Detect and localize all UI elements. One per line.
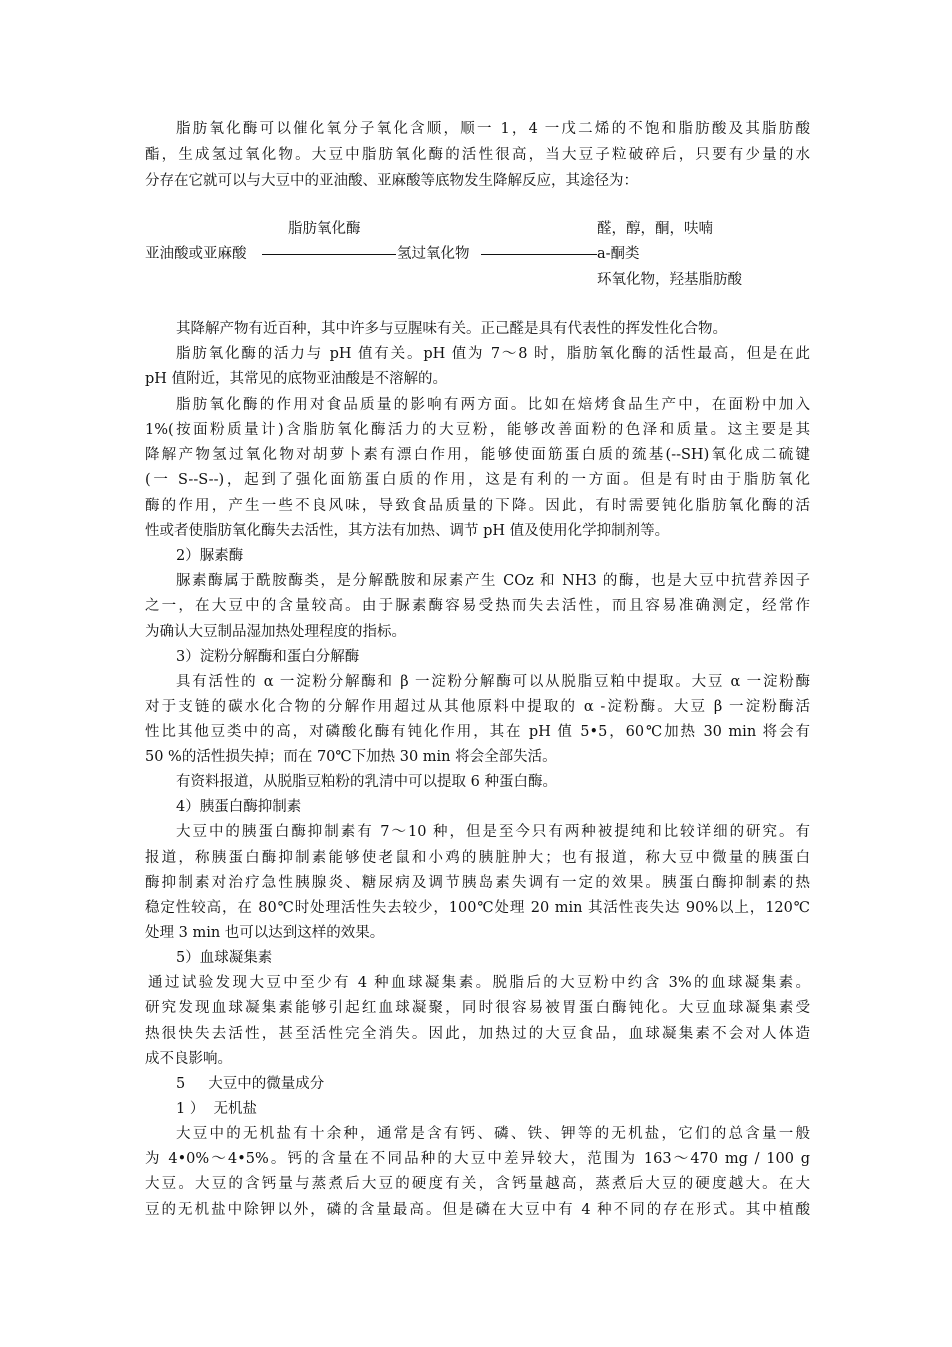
reaction-substrate: 亚油酸或亚麻酸 xyxy=(145,246,247,262)
paragraph-line: 处理 3 min 也可以达到这样的效果。 xyxy=(145,925,385,941)
reaction-intermediate: 氢过氧化物 xyxy=(397,246,470,262)
paragraph-line: 脂肪氧化酶的活力与 pH 值有关。pH 值为 7～8 时，脂肪氧化酶的活性最高，但是在此 xyxy=(176,346,810,362)
reaction-product-1: 醛，醇，酮，呋喃 xyxy=(597,221,713,237)
paragraph-line: 通过试验发现大豆中至少有 4 种血球凝集素。脱脂后的大豆粉中约含 3%的血球凝集素。 xyxy=(148,975,810,991)
paragraph-line: 酶的作用，产生一些不良风味，导致食品质量的下降。因此，有时需要钝化脂肪氧化酶的活 xyxy=(145,498,810,514)
paragraph-line: 酯，生成氢过氧化物。大豆中脂肪氧化酶的活性很高，当大豆子粒破碎后，只要有少量的水 xyxy=(145,147,810,163)
paragraph-line: 分存在它就可以与大豆中的亚油酸、亚麻酸等底物发生降解反应，其途径为： xyxy=(145,173,638,189)
reaction-product-3: 环氧化物，羟基脂肪酸 xyxy=(597,272,742,288)
subsection-heading: 1 ） 无机盐 xyxy=(176,1101,258,1117)
paragraph-line: 热很快失去活性，甚至活性完全消失。因此，加热过的大豆食品，血球凝集素不会对人体造 xyxy=(145,1026,810,1042)
paragraph-line: 脂肪氧化酶可以催化氧分子氧化含顺，顺一 1，4 一戊二烯的不饱和脂肪酸及其脂肪酸 xyxy=(176,121,810,137)
reaction-arrow-2 xyxy=(481,254,597,255)
paragraph-line: 成不良影响。 xyxy=(145,1051,232,1067)
paragraph-line: 报道，称胰蛋白酶抑制素能够使老鼠和小鸡的胰脏肿大；也有报道，称大豆中微量的胰蛋白 xyxy=(145,850,810,866)
paragraph-line: 大豆中的胰蛋白酶抑制素有 7～10 种，但是至今只有两种被提纯和比较详细的研究。有 xyxy=(176,824,810,840)
reaction-arrow-1 xyxy=(262,254,396,255)
paragraph-line: 研究发现血球凝集素能够引起红血球凝聚，同时很容易被胃蛋白酶钝化。大豆血球凝集素受 xyxy=(145,1000,810,1016)
paragraph-line: 性或者使脂肪氧化酶失去活性，其方法有加热、调节 pH 值及使用化学抑制剂等。 xyxy=(145,523,670,539)
paragraph-line: 对于支链的碳水化合物的分解作用超过从其他原料中提取的 α -淀粉酶。大豆 β 一淀粉酶活 xyxy=(145,699,810,715)
chapter-heading: 5 大豆中的微量成分 xyxy=(176,1076,325,1092)
paragraph-line: 稳定性较高，在 80℃时处理活性失去较少，100℃处理 20 min 其活性丧失达 90%以上，120℃ xyxy=(145,900,810,916)
paragraph-line: 豆的无机盐中除钾以外，磷的含量最高。但是磷在大豆中有 4 种不同的存在形式。其中植酸 xyxy=(145,1202,810,1218)
section-heading: 3）淀粉分解酶和蛋白分解酶 xyxy=(176,649,360,665)
paragraph-line: 有资料报道，从脱脂豆粕粉的乳清中可以提取 6 种蛋白酶。 xyxy=(176,774,557,790)
paragraph-line: 为 4•0%～4•5%。钙的含量在不同品种的大豆中差异较大，范围为 163～470 mg / 100 g xyxy=(145,1151,810,1167)
paragraph-line: pH 值附近，其常见的底物亚油酸是不溶解的。 xyxy=(145,371,448,387)
paragraph-line: 之一，在大豆中的含量较高。由于脲素酶容易受热而失去活性，而且容易准确测定，经常作 xyxy=(145,598,810,614)
paragraph-line: (一 S--S--)，起到了强化面筋蛋白质的作用，这是有利的一方面。但是有时由于脂肪氧化 xyxy=(145,472,810,488)
section-heading: 4）胰蛋白酶抑制素 xyxy=(176,799,302,815)
paragraph-line: 大豆中的无机盐有十余种，通常是含有钙、磷、铁、钾等的无机盐，它们的总含量一般 xyxy=(176,1126,810,1142)
paragraph-line: 酶抑制素对治疗急性胰腺炎、糖尿病及调节胰岛素失调有一定的效果。胰蛋白酶抑制素的热 xyxy=(145,875,810,891)
paragraph-line: 1%(按面粉质量计)含脂肪氧化酶活力的大豆粉，能够改善面粉的色泽和质量。这主要是其 xyxy=(145,422,810,438)
section-heading: 2）脲素酶 xyxy=(176,548,244,564)
paragraph-line: 脲素酶属于酰胺酶类，是分解酰胺和尿素产生 COz 和 NH3 的酶，也是大豆中抗营养因子 xyxy=(176,573,810,589)
section-heading: 5）血球凝集素 xyxy=(176,950,273,966)
paragraph-line: 降解产物氢过氧化物对胡萝卜素有漂白作用，能够使面筋蛋白质的巯基(--SH)氧化成二硫键 xyxy=(145,447,810,463)
paragraph-line: 为确认大豆制品湿加热处理程度的指标。 xyxy=(145,624,406,640)
paragraph-line: 其降解产物有近百种，其中许多与豆腥味有关。正己醛是具有代表性的挥发性化合物。 xyxy=(176,321,727,337)
paragraph-line: 脂肪氧化酶的作用对食品质量的影响有两方面。比如在焙烤食品生产中，在面粉中加入 xyxy=(176,397,810,413)
reaction-enzyme-label: 脂肪氧化酶 xyxy=(288,221,361,237)
paragraph-line: 大豆。大豆的含钙量与蒸煮后大豆的硬度有关，含钙量越高，蒸煮后大豆的硬度越大。在大 xyxy=(145,1176,810,1192)
paragraph-line: 性比其他豆类中的高，对磷酸化酶有钝化作用，其在 pH 值 5•5，60℃加热 30 min 将会有 xyxy=(145,724,810,740)
reaction-product-2: a-酮类 xyxy=(597,246,640,262)
paragraph-line: 具有活性的 α 一淀粉分解酶和 β 一淀粉分解酶可以从脱脂豆粕中提取。大豆 α 一淀粉酶 xyxy=(176,674,810,690)
paragraph-line: 50 %的活性损失掉；而在 70℃下加热 30 min 将会全部失活。 xyxy=(145,749,557,765)
